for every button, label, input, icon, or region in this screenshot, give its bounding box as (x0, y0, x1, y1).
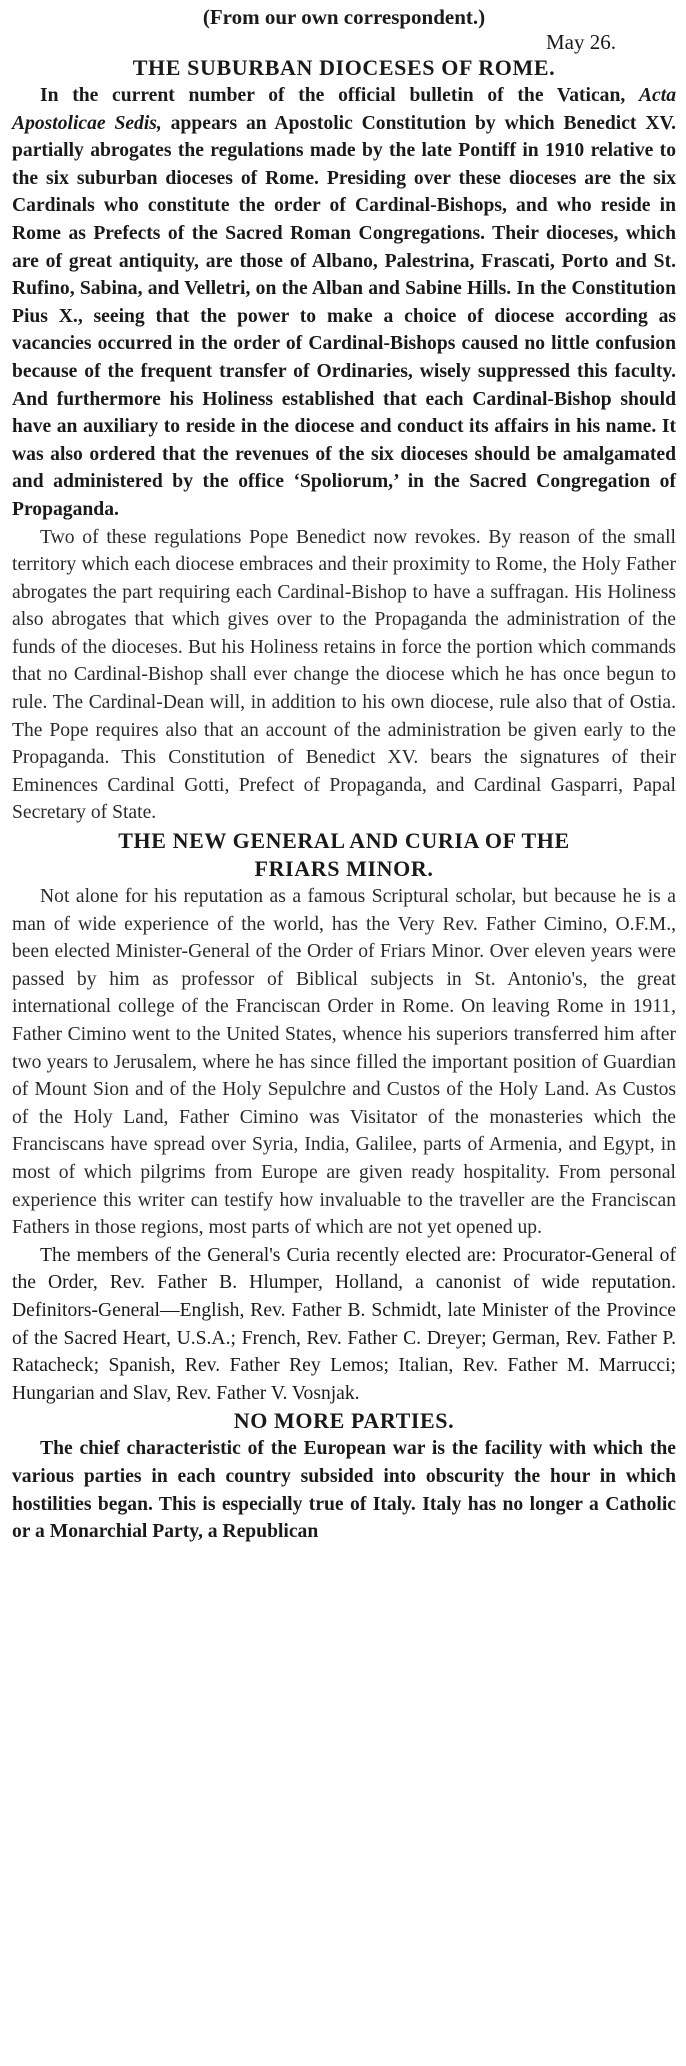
heading-line: FRIARS MINOR. (254, 856, 434, 882)
section-heading-suburban-dioceses: THE SUBURBAN DIOCESES OF ROME. (132, 55, 556, 80)
section-heading-no-more-parties: NO MORE PARTIES. (233, 1408, 455, 1434)
paragraph-friars-minor-1: Not alone for his reputation as a famous Scriptural scholar, but because he is a man of wide experience of the world, has the Very Rev. Father Cimino, O.F.M., been elected Minister-General of the Order of Friars Minor. Over eleven years were passed by him as professor of Biblical subjects in St. Antonio's, the great international college of the Franciscan Order in Rome. On leaving Rome in 1911, Father Cimino went to the United States, whence his superiors transferred him after two years to Jerusalem, where he has since filled the important position of Guardian of Mount Sion and of the Holy Sepulchre and Custos of the Holy Land. As Custos of the Holy Land, Father Cimino was Visitator of the monasteries which the Franciscans have spread over Syria, India, Galilee, parts of Armenia, and Egypt, in most of which pilgrims from Europe are given ready hospitality. From personal experience this writer can testify how invaluable to the traveller are the Franciscan Fathers in those regions, most parts of which are not yet opened up. (12, 886, 676, 1239)
paragraph-suburban-dioceses-1 (12, 82, 676, 524)
byline: (From our own correspondent.) (202, 5, 486, 29)
paragraph-suburban-dioceses-2: Two of these regulations Pope Benedict now revokes. By reason of the small territory which each diocese embraces and their proximity to Rome, the Holy Father abrogates the part requiring each Cardinal-Bishop to have a suffragan. His Holiness also abrogates that which gives over to the Propaganda the administration of the funds of the dioceses. But his Holiness retains in force the portion which commands that no Cardinal-Bishop shall ever change the diocese which he has once begun to rule. The Cardinal-Dean will, in addition to his own diocese, rule also that of Ostia. The Pope requires also that an account of the administration be given early to the Propaganda. This Constitution of Benedict XV. bears the signatures of their Eminences Cardinal Gotti, Prefect of Propaganda, and Cardinal Gasparri, Papal Secretary of State. (12, 526, 676, 824)
dateline: May 26. (546, 30, 616, 54)
paragraph-no-more-parties-1: The chief characteristic of the European war is the facility with which the various parties in each country subsided into obscurity the hour in which hostilities began. This is especially true of Italy. Italy has no longer a Catholic or a Monarchial Party, a Republican (12, 1438, 676, 1543)
paragraph-friars-minor-2: The members of the General's Curia recently elected are: Procurator-General of the Order, Rev. Father B. Hlumper, Holland, a canonist of wide reputation. Definitors-General—English, Rev. Father B. Schmidt, late Minister of the Province of the Sacred Heart, U.S.A.; French, Rev. Father C. Dreyer; German, Rev. Father P. Ratacheck; Spanish, Rev. Father Rey Lemos; Italian, Rev. Father M. Marrucci; Hungarian and Slav, Rev. Father V. Vosnjak. (12, 1244, 676, 1404)
section-heading-friars-minor (12, 827, 676, 883)
paragraph-text: In the current number of the official bulletin of the Vatican, (40, 85, 639, 106)
publication-title: Acta Apostolicae Sedis, (12, 85, 676, 134)
paragraph-text: appears an Apostolic Constitution by which Benedict XV. partially abrogates the regulations made by the late Pontiff in 1910 relative to the six suburban dioceses of Rome. Presiding over these dioceses are the six Cardinals who constitute the order of Cardinal-Bishops, and who reside in Rome as Prefects of the Sacred Roman Congregations. Their dioceses, which are of great antiquity, are those of Albano, Palestrina, Frascati, Porto and St. Rufino, Sabina, and Velletri, on the Alban and Sabine Hills. In the Constitution Pius X., seeing that the power to make a choice of diocese according as vacancies occurred in the order of Cardinal-Bishops caused no little confusion because of the frequent transfer of Ordinaries, wisely suppressed this faculty. And furthermore his Holiness established that each Cardinal-Bishop should have an auxiliary to reside in the diocese and conduct its affairs in his name. It was also ordered that the revenues of the six dioceses should be amalgamated and administered by the office ‘Spoliorum,’ in the Sacred Congregation of Propaganda. (12, 112, 676, 520)
heading-line: THE NEW GENERAL AND CURIA OF THE (118, 828, 570, 854)
